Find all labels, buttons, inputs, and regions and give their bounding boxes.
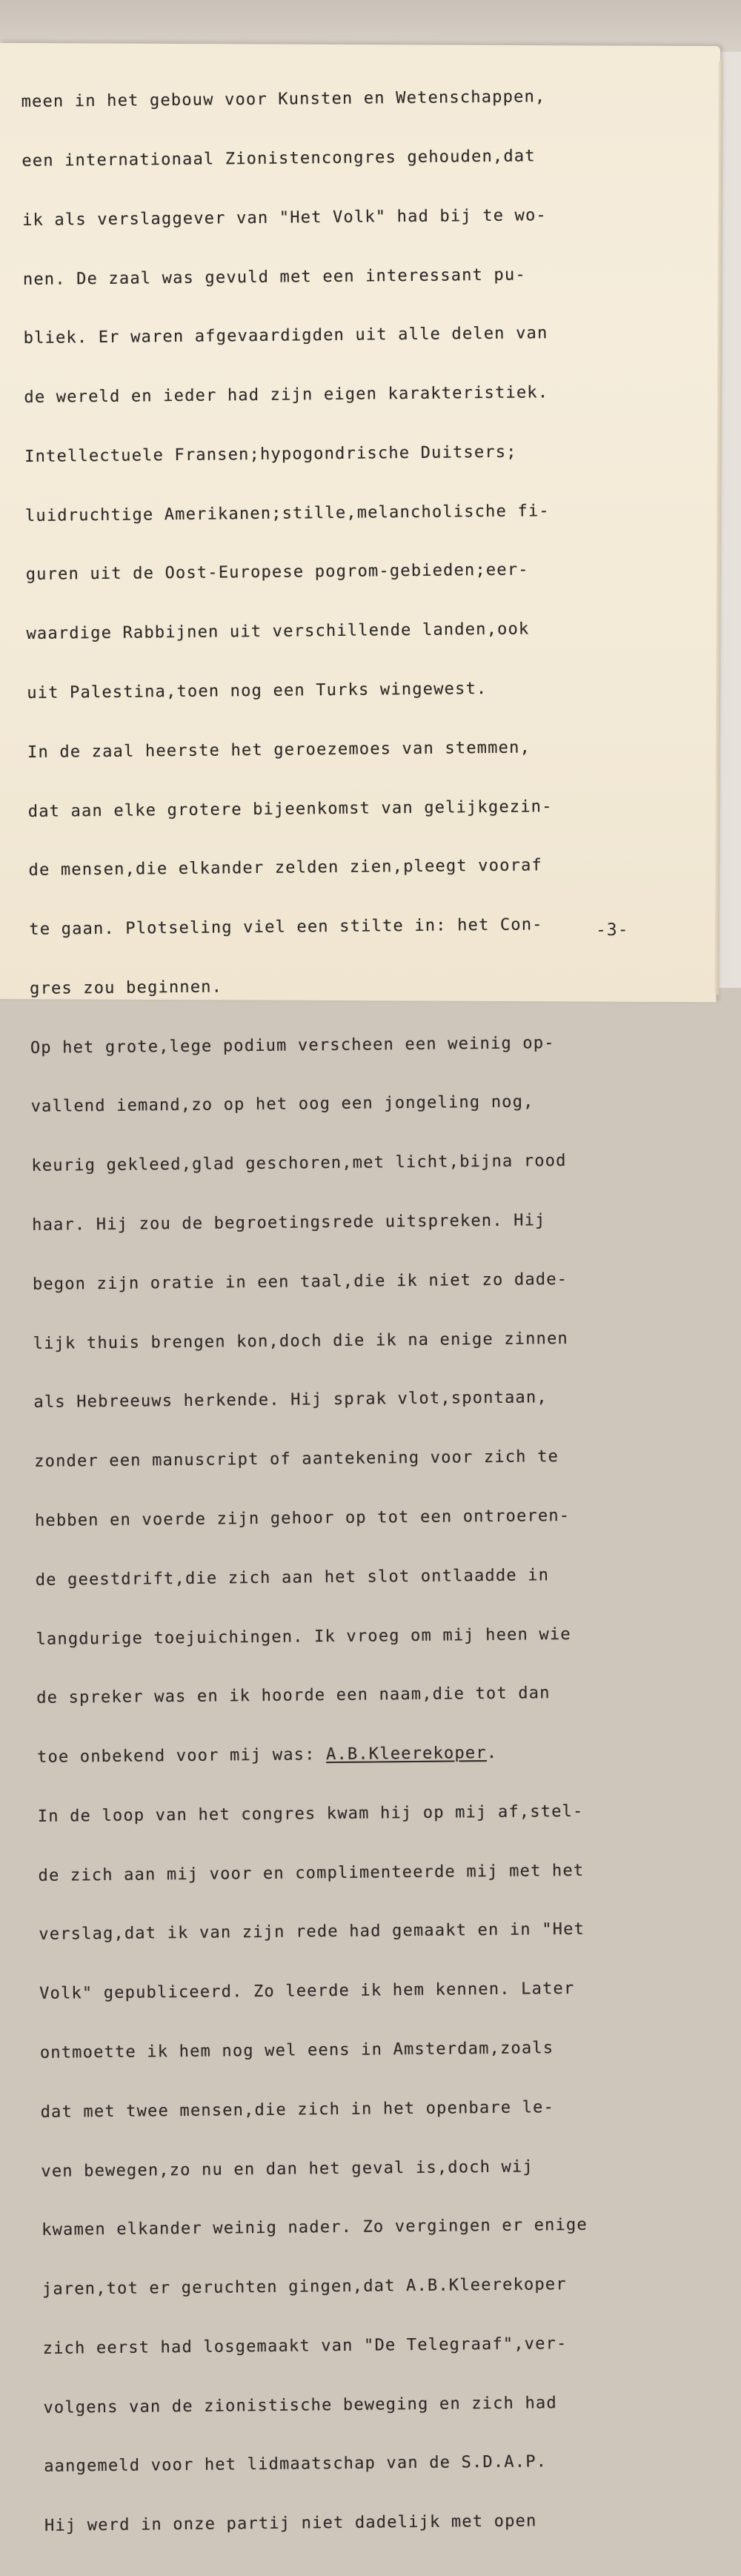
- text-line: In de zaal heerste het geroezemoes van stemmen,: [27, 738, 531, 762]
- text-line: als Hebreeuws herkende. Hij sprak vlot,spontaan,: [33, 1388, 548, 1413]
- text-line: de wereld en ieder had zijn eigen karakteristiek.: [24, 383, 549, 408]
- text-line: dat met twee mensen,die zich in het openbare le-: [40, 2097, 555, 2122]
- page-number: -3-: [595, 920, 629, 940]
- text-segment: .: [486, 1743, 498, 1763]
- text-line: nen. De zaal was gevuld met een interessant pu-: [22, 265, 526, 289]
- underlined-name: A.B.Kleerekoper: [325, 1744, 487, 1765]
- text-line: vallend iemand,zo op het oog een jongeling nog,: [30, 1092, 534, 1117]
- text-line: zonder een manuscript of aantekening voor zich te: [34, 1447, 559, 1472]
- text-line: dat aan elke grotere bijeenkomst van gelijkgezin-: [27, 797, 553, 821]
- text-line: aangemeld voor het lidmaatschap van de S.D.A.P.: [44, 2452, 548, 2477]
- text-line: jaren,tot er geruchten gingen,dat A.B.Kleerekoper: [41, 2275, 567, 2299]
- text-line-with-name: [37, 1742, 704, 1767]
- text-line: te gaan. Plotseling viel een stilte in: het Con-: [29, 915, 543, 940]
- text-line: Intellectuele Fransen;hypogondrische Duitsers;: [24, 442, 517, 466]
- text-line: In de loop van het congres kwam hij op mij af,stel-: [37, 1802, 584, 1826]
- text-line: gres zou beginnen.: [29, 977, 223, 998]
- text-line: ontmoette ik hem nog wel eens in Amsterdam,zoals: [39, 2039, 554, 2062]
- text-line: Volk" gepubliceerd. Zo leerde ik hem kennen. Later: [39, 1979, 575, 2004]
- text-line: volgens van de zionistische beweging en zich had: [43, 2393, 557, 2417]
- text-line: keurig gekleed,glad geschoren,met licht,bijna rood: [31, 1152, 567, 1176]
- text-line: kwamen elkander weinig nader. Zo vergingen er enige: [41, 2216, 588, 2240]
- text-line: hebben en voerde zijn gehoor op tot een ontroeren-: [34, 1506, 571, 1530]
- text-line: lijk thuis brengen kon,doch die ik na enige zinnen: [33, 1329, 569, 1353]
- text-line: begon zijn oratie in een taal,die ik niet zo dade-: [32, 1269, 568, 1294]
- text-segment: toe onbekend voor mij was:: [36, 1745, 327, 1767]
- text-line: ik als verslaggever van "Het Volk" had bij te wo-: [22, 205, 548, 230]
- text-line: haar. Hij zou de begroetingsrede uitspreken. Hij: [32, 1211, 546, 1235]
- text-line: Op het grote,lege podium verscheen een weinig op-: [30, 1033, 555, 1058]
- text-line: de zich aan mij voor en complimenteerde mij met het: [38, 1861, 585, 1885]
- text-line: waardige Rabbijnen uit verschillende landen,ook: [26, 620, 530, 644]
- text-line: ven bewegen,zo nu en dan het geval is,doch wij: [41, 2157, 534, 2181]
- text-line: de mensen,die elkander zelden zien,pleegt vooraf: [28, 856, 543, 880]
- page-edge: [714, 61, 722, 995]
- text-line: de geestdrift,die zich aan het slot ontlaadde in: [35, 1565, 550, 1590]
- text-line: luidruchtige Amerikanen;stille,melancholische fi-: [24, 501, 550, 525]
- text-line: de spreker was en ik hoorde een naam,die tot dan: [36, 1684, 551, 1708]
- text-line: guren uit de Oost-Europese pogrom-gebieden;eer-: [25, 560, 529, 585]
- typewritten-text: [21, 47, 712, 2575]
- text-line: zich eerst had losgemaakt van "De Telegraaf",ver-: [42, 2334, 568, 2358]
- text-line: langdurige toejuichingen. Ik vroeg om mij heen wie: [36, 1624, 571, 1649]
- text-line: een internationaal Zionistencongres gehouden,dat: [21, 147, 536, 170]
- text-line: Hij werd in onze partij niet dadelijk met open: [44, 2512, 537, 2536]
- text-line: uit Palestina,toen nog een Turks wingewest.: [27, 679, 488, 703]
- text-line: bliek. Er waren afgevaardigden uit alle delen van: [23, 324, 548, 348]
- text-line: meen in het gebouw voor Kunsten en Wetenschappen,: [21, 87, 546, 112]
- text-line: verslag,dat ik van zijn rede had gemaakt en in "Het: [39, 1920, 585, 1945]
